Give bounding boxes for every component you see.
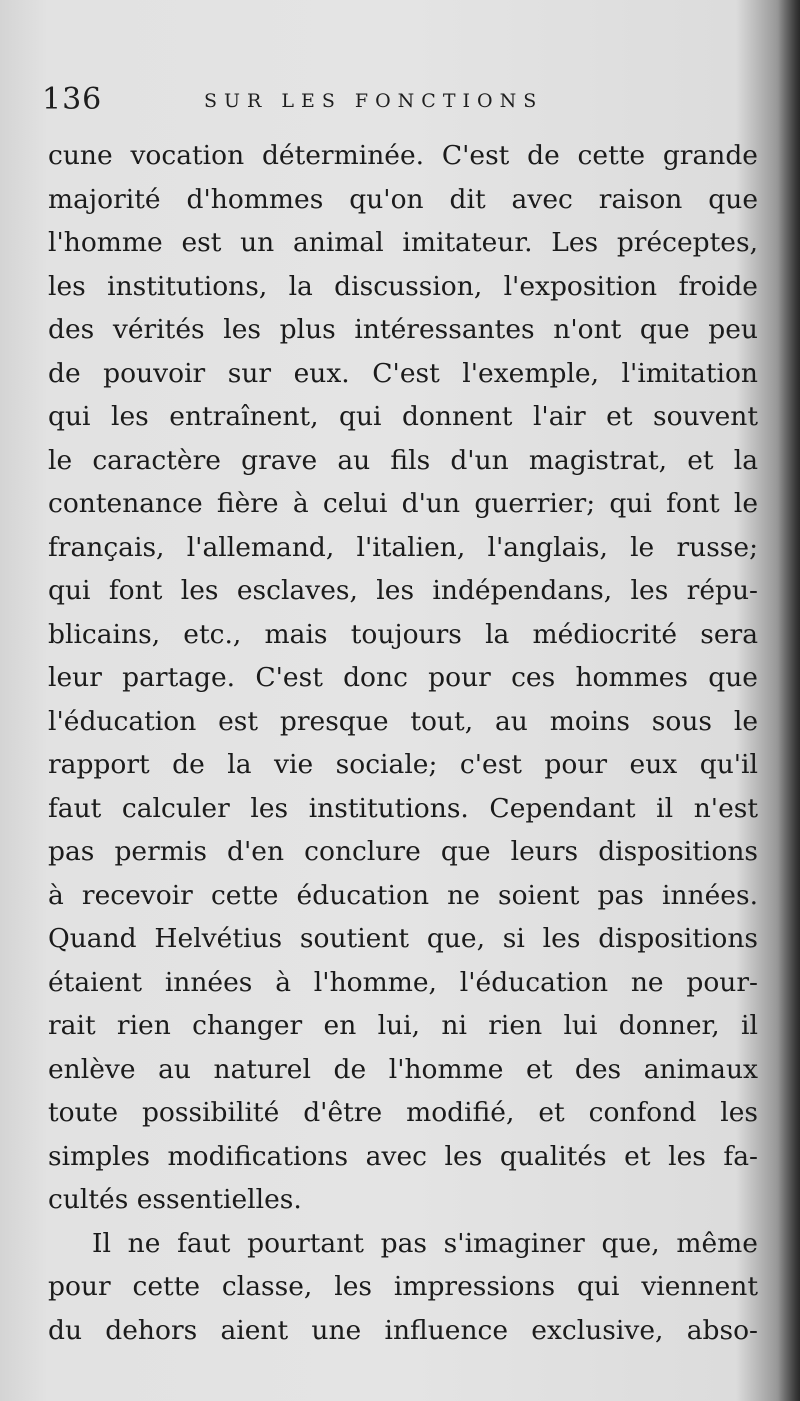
text-line: de pouvoir sur eux. C'est l'exemple, l'imitation: [48, 357, 758, 389]
text-line: toute possibilité d'être modifié, et confond les: [48, 1097, 758, 1128]
text-line: leur partage. C'est donc pour ces hommes que: [48, 662, 758, 693]
text-line: majorité d'hommes qu'on dit avec raison que: [48, 183, 758, 215]
text-line: le caractère grave au fils d'un magistrat, et la: [48, 444, 758, 476]
paragraph-start-line: Il ne faut pourtant pas s'imaginer que, même: [92, 1227, 758, 1259]
text-line: étaient innées à l'homme, l'éducation ne pour-: [48, 966, 758, 998]
text-line: du dehors aient une influence exclusive, abso-: [48, 1314, 758, 1346]
running-head: [42, 82, 762, 122]
text-line: pas permis d'en conclure que leurs dispositions: [48, 836, 758, 867]
text-line: contenance fière à celui d'un guerrier; qui font le: [48, 488, 758, 519]
text-line: qui font les esclaves, les indépendans, les répu-: [48, 575, 758, 606]
running-title: SUR LES FONCTIONS: [204, 90, 544, 112]
text-line: enlève au naturel de l'homme et des animaux: [48, 1053, 758, 1085]
text-line: l'homme est un animal imitateur. Les préceptes,: [48, 227, 758, 258]
text-line: rait rien changer en lui, ni rien lui donner, il: [48, 1010, 758, 1041]
text-line: français, l'allemand, l'italien, l'anglais, le russe;: [48, 531, 758, 563]
text-line: les institutions, la discussion, l'exposition froide: [48, 270, 758, 302]
page-edge-shadow: [778, 0, 800, 1401]
paragraph-end-line: cultés essentielles.: [48, 1184, 302, 1215]
text-line: rapport de la vie sociale; c'est pour eux qu'il: [48, 749, 758, 780]
text-line: l'éducation est presque tout, au moins sous le: [48, 705, 758, 737]
text-line: à recevoir cette éducation ne soient pas innées.: [48, 879, 758, 911]
text-line: simples modifications avec les qualités et les fa-: [48, 1140, 758, 1172]
page-number: 136: [42, 82, 103, 117]
text-line: Quand Helvétius soutient que, si les dispositions: [48, 923, 758, 954]
text-line: cune vocation déterminée. C'est de cette grande: [48, 140, 758, 171]
text-line: blicains, etc., mais toujours la médiocrité sera: [48, 618, 758, 650]
text-line: qui les entraînent, qui donnent l'air et souvent: [48, 401, 758, 432]
body-text: [48, 134, 758, 1352]
text-line: des vérités les plus intéressantes n'ont que peu: [48, 314, 758, 345]
text-line: pour cette classe, les impressions qui viennent: [48, 1271, 758, 1302]
text-line: faut calculer les institutions. Cependant il n'est: [48, 792, 758, 824]
